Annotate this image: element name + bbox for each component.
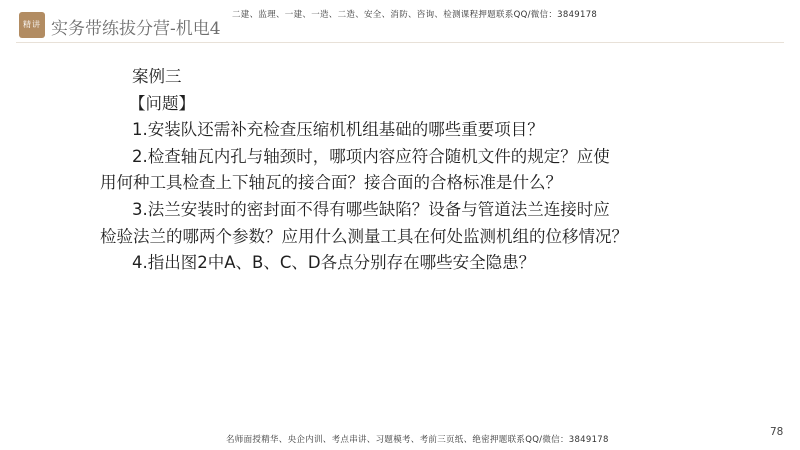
question-line-4: 4.指出图2中A、B、C、D各点分别存在哪些安全隐患？ — [132, 253, 536, 273]
question-content — [100, 64, 700, 277]
case-title: 案例三 — [132, 67, 182, 86]
question-line-3-cont: 检验法兰的哪两个参数？应用什么测量工具在何处监测机组的位移情况？ — [100, 226, 628, 246]
question-line-2-cont: 用何种工具检查上下轴瓦的接合面？接合面的合格标准是什么？ — [100, 173, 562, 193]
header-divider — [16, 42, 784, 43]
bottom-contact-banner: 名师面授精华、央企内训、考点串讲、习题模考、考前三页纸、绝密押题联系QQ/微信：3849178 — [226, 435, 609, 445]
question-line-3: 3.法兰安装时的密封面不得有哪些缺陷？设备与管道法兰连接时应 — [132, 199, 610, 219]
page-number: 78 — [770, 426, 784, 438]
question-line-2: 2.检查轴瓦内孔与轴颈时，哪项内容应符合随机文件的规定？应使 — [132, 146, 610, 166]
course-title: 实务带练拔分营-机电4 — [51, 19, 221, 39]
top-contact-banner: 二建、监理、一建、一造、二造、安全、消防、咨询、检测课程押题联系QQ/微信：3849178 — [232, 10, 598, 20]
course-badge-icon: 精讲 — [19, 12, 45, 38]
section-label: 【问题】 — [129, 93, 195, 113]
question-line-1: 1.安装队还需补充检查压缩机机组基础的哪些重要项目？ — [132, 120, 544, 140]
